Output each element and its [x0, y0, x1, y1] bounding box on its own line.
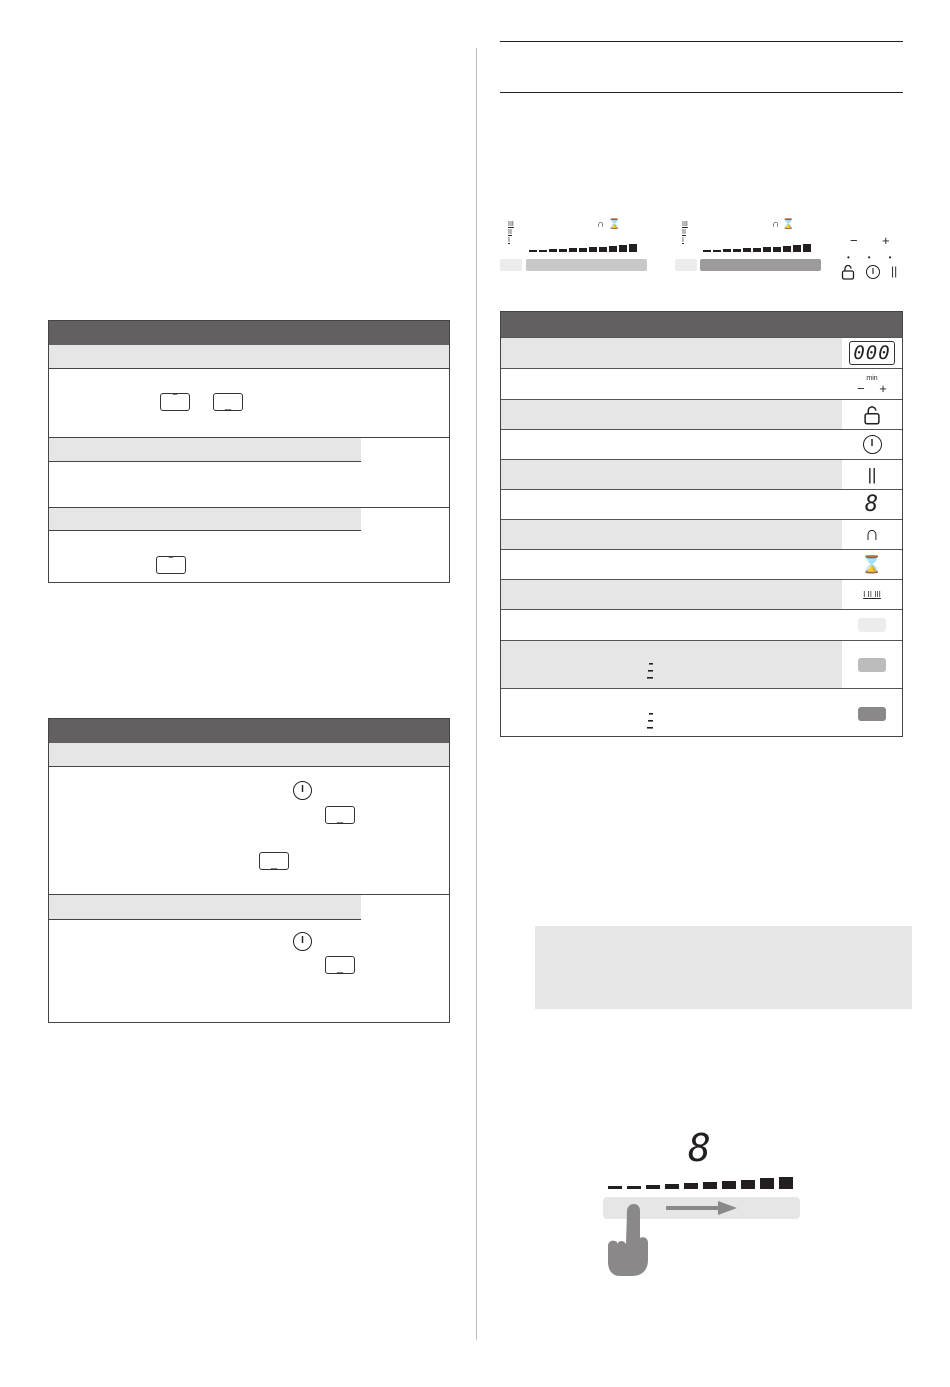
power-level-strip-1: [529, 244, 637, 252]
minus-key: −: [850, 233, 858, 248]
table-header: [49, 321, 449, 345]
pause-icon: ||: [891, 264, 898, 278]
symbol-table: [500, 311, 903, 737]
table-row: [501, 459, 902, 489]
lock-icon: [841, 264, 855, 280]
key-dots: •••: [847, 253, 910, 262]
table-row: [501, 368, 902, 399]
table-row: [501, 609, 902, 640]
min-label: min: [866, 375, 878, 382]
up-key: ‾: [160, 393, 190, 411]
zone-marks-1: III II I: [508, 221, 514, 244]
power-level-strip: [608, 1177, 793, 1189]
pad-dark: [858, 707, 886, 721]
level-indicator-icon: [647, 661, 655, 681]
down-key: _: [325, 956, 355, 974]
up-key: ‾: [156, 556, 186, 574]
hourglass-icon: ⌛: [782, 219, 795, 230]
table-row: [501, 429, 902, 459]
column-divider: [476, 48, 477, 1340]
table-row: [501, 337, 902, 368]
power-icon: I: [866, 265, 880, 279]
slider-start-pad-2: [675, 259, 697, 271]
pad-light: [858, 618, 886, 632]
table-subheader: [49, 345, 449, 369]
settings-table-1: [48, 320, 450, 583]
power-level-strip-2: [703, 244, 811, 252]
table-row: [501, 399, 902, 429]
pad-medium: [858, 658, 886, 672]
display-000: 000: [849, 341, 894, 365]
table-divider: [49, 507, 449, 508]
minus-symbol: −: [857, 381, 865, 396]
table-header: [49, 719, 449, 743]
hourglass-icon: ⌛: [608, 219, 621, 230]
zone-marks: I II III: [863, 590, 881, 599]
pause-icon: ||: [867, 464, 877, 484]
display-8: 8: [864, 492, 880, 517]
display-8: 8: [688, 1126, 712, 1170]
bridge-icon: ∩: [597, 219, 605, 230]
plus-key: +: [882, 233, 890, 248]
table-subheader-partial: [49, 507, 361, 531]
hand-icon: [604, 1200, 654, 1280]
table-subheader-partial: [49, 895, 361, 920]
table-row: [501, 640, 902, 688]
slider-pad-2: [700, 259, 821, 271]
power-icon: I: [293, 781, 312, 800]
heading-rule-bottom: [500, 92, 903, 93]
power-icon: I: [293, 932, 312, 951]
down-key: _: [259, 852, 289, 870]
down-key: _: [325, 806, 355, 824]
table-row: [49, 369, 449, 438]
lock-icon: [863, 405, 881, 425]
hourglass-icon: ⌛: [861, 554, 883, 574]
bridge-icon: ∩: [864, 523, 880, 545]
note-box: [535, 926, 912, 1009]
table-header: [501, 312, 902, 337]
table-row: [501, 688, 902, 738]
table-row: [501, 489, 902, 519]
plus-symbol: +: [879, 381, 887, 396]
table-subheader-partial: [49, 438, 361, 462]
heading-rule-top: [500, 41, 903, 42]
slider-pad-1: [526, 259, 647, 271]
bridge-icon: ∩: [772, 219, 780, 230]
slider-start-pad-1: [500, 259, 522, 271]
power-icon: I: [863, 435, 882, 454]
table-subheader: [49, 743, 449, 767]
zone-marks-2: III II I: [682, 221, 688, 244]
level-indicator-icon: [647, 711, 655, 731]
table-row: [501, 579, 902, 609]
settings-table-2: [48, 718, 450, 1023]
table-row: [501, 549, 902, 579]
down-key: _: [213, 393, 243, 411]
arrow-right-icon: [666, 1200, 738, 1216]
table-row: [501, 519, 902, 549]
